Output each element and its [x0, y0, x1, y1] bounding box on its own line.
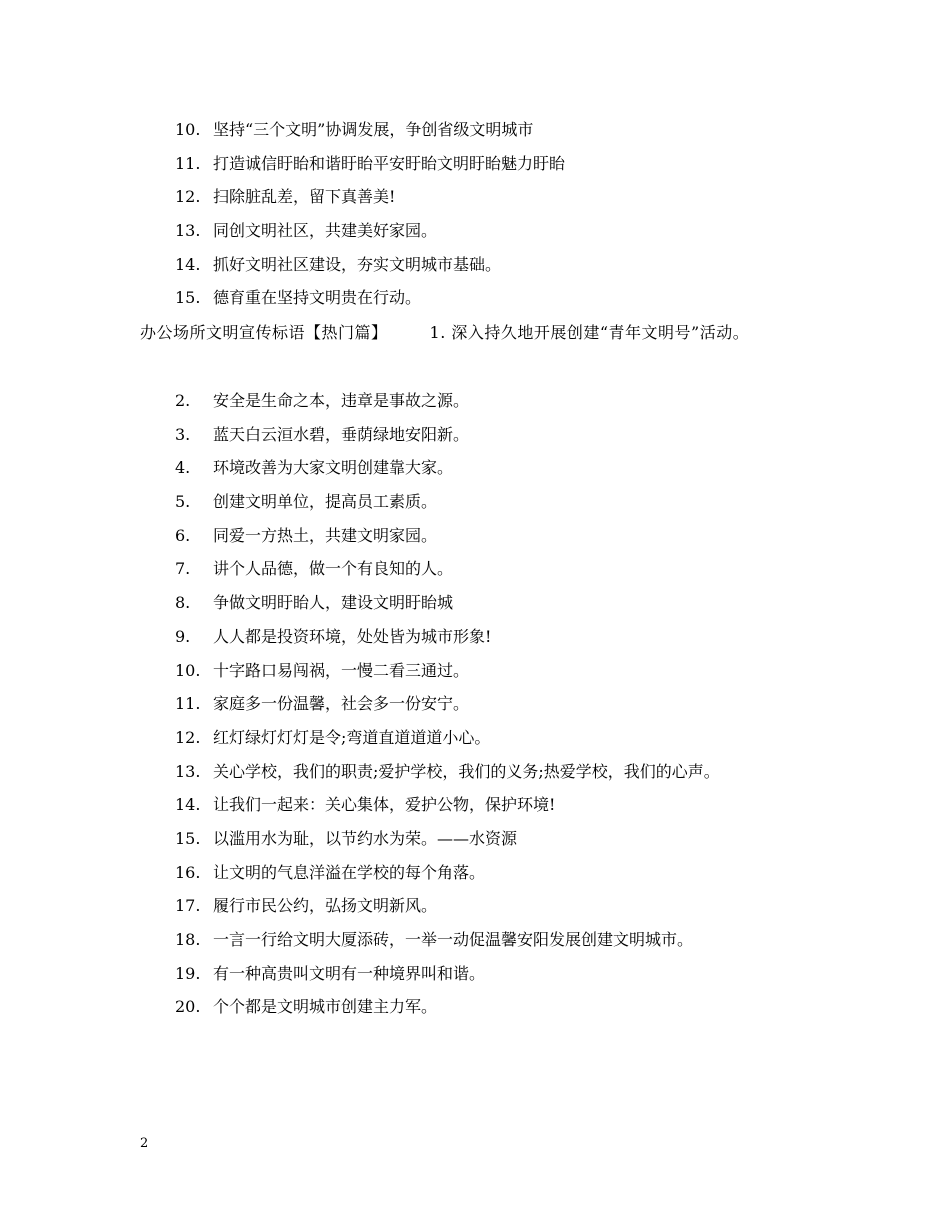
- item-text: 让我们一起来：关心集体，爱护公物，保护环境!: [213, 795, 556, 815]
- item-text: 争做文明盱眙人，建设文明盱眙城: [213, 593, 454, 613]
- list-item: [175, 624, 895, 658]
- list-item: [175, 252, 895, 286]
- list-item: [175, 725, 895, 759]
- item-text: 扫除脏乱差，留下真善美!: [213, 187, 396, 207]
- item-number: 15.: [175, 828, 201, 848]
- list-item: [175, 218, 895, 252]
- item-number: 3.: [175, 424, 191, 444]
- list-item: [175, 523, 895, 557]
- list-item: [175, 285, 895, 319]
- page-number: 2: [140, 1136, 149, 1151]
- item-number: 18.: [175, 930, 201, 949]
- list-item: [175, 927, 895, 961]
- list-item: [175, 388, 895, 422]
- section-title: 办公场所文明宣传标语【热门篇】: [140, 323, 388, 342]
- item-text: 关心学校，我们的职责;爱护学校，我们的义务;热爱学校，我们的心声。: [213, 761, 720, 781]
- list-item: [175, 151, 895, 185]
- item-text: 讲个人品德，做一个有良知的人。: [213, 559, 454, 579]
- list-item: [175, 759, 895, 793]
- item-text: 红灯绿灯灯灯是令;弯道直道道道小心。: [213, 727, 491, 747]
- list-item: [175, 658, 895, 692]
- list-item: [175, 422, 895, 456]
- item-text: 环境改善为大家文明创建靠大家。: [213, 458, 454, 478]
- section-heading-paragraph: [140, 316, 830, 350]
- item-text: 同爱一方热土，共建文明家园。: [213, 525, 438, 545]
- item-text: 安全是生命之本，违章是事故之源。: [213, 391, 470, 410]
- item-text: 人人都是投资环境，处处皆为城市形象!: [213, 626, 492, 646]
- item-text: 坚持“三个文明”协调发展，争创省级文明城市: [213, 120, 534, 139]
- item-number: 6.: [175, 525, 191, 545]
- item-text: 以滥用水为耻，以节约水为荣。——水资源: [213, 828, 518, 848]
- item-number: 14.: [175, 254, 201, 274]
- item-text: 打造诚信盱眙和谐盱眙平安盱眙文明盱眙魅力盱眙: [213, 153, 566, 173]
- item-number: 5.: [175, 492, 191, 512]
- item-number: 11.: [175, 153, 201, 173]
- item-text: 让文明的气息洋溢在学校的每个角落。: [213, 862, 486, 882]
- item-text: 有一种高贵叫文明有一种境界叫和谐。: [213, 963, 486, 983]
- item-number: 14.: [175, 795, 201, 815]
- item-text: 十字路口易闯祸，一慢二看三通过。: [213, 660, 470, 680]
- list-item: [175, 590, 895, 624]
- item-text: 同创文明社区，共建美好家园。: [213, 221, 438, 241]
- item-text: 德育重在坚持文明贵在行动。: [213, 288, 422, 308]
- item-number: 12.: [175, 727, 201, 747]
- item-text: 抓好文明社区建设，夯实文明城市基础。: [213, 254, 502, 274]
- section-first-item: 1. 深入持久地开展创建“青年文明号”活动。: [429, 323, 750, 342]
- item-number: 9.: [175, 626, 191, 646]
- item-text: 家庭多一份温馨，社会多一份安宁。: [213, 694, 470, 714]
- item-number: 2.: [175, 391, 191, 410]
- item-number: 10.: [175, 660, 201, 680]
- item-number: 13.: [175, 221, 201, 241]
- item-number: 16.: [175, 862, 201, 882]
- item-text: 一言一行给文明大厦添砖，一举一动促温馨安阳发展创建文明城市。: [213, 930, 694, 949]
- list-item: [175, 893, 895, 927]
- item-number: 20.: [175, 997, 201, 1017]
- list-item: [175, 489, 895, 523]
- item-number: 12.: [175, 187, 201, 207]
- item-text: 创建文明单位，提高员工素质。: [213, 492, 438, 512]
- list-item: [175, 184, 895, 218]
- item-number: 17.: [175, 896, 201, 916]
- list-item: [175, 455, 895, 489]
- item-text: 个个都是文明城市创建主力军。: [213, 997, 438, 1017]
- item-text: 蓝天白云洹水碧，垂荫绿地安阳新。: [213, 424, 470, 444]
- slogan-list-top: [175, 117, 895, 319]
- item-number: 11.: [175, 694, 201, 714]
- list-item: [175, 691, 895, 725]
- list-item: [175, 792, 895, 826]
- list-item: [175, 117, 895, 151]
- list-item: [175, 826, 895, 860]
- list-item: [175, 860, 895, 894]
- item-number: 19.: [175, 963, 201, 983]
- item-number: 7.: [175, 559, 191, 579]
- item-number: 4.: [175, 458, 191, 478]
- item-number: 8.: [175, 593, 191, 613]
- list-item: [175, 961, 895, 995]
- item-number: 10.: [175, 120, 201, 139]
- item-number: 15.: [175, 288, 201, 308]
- item-text: 履行市民公约，弘扬文明新风。: [213, 896, 438, 916]
- list-item: [175, 994, 895, 1028]
- slogan-list-bottom: [175, 388, 895, 1028]
- item-number: 13.: [175, 761, 201, 781]
- list-item: [175, 556, 895, 590]
